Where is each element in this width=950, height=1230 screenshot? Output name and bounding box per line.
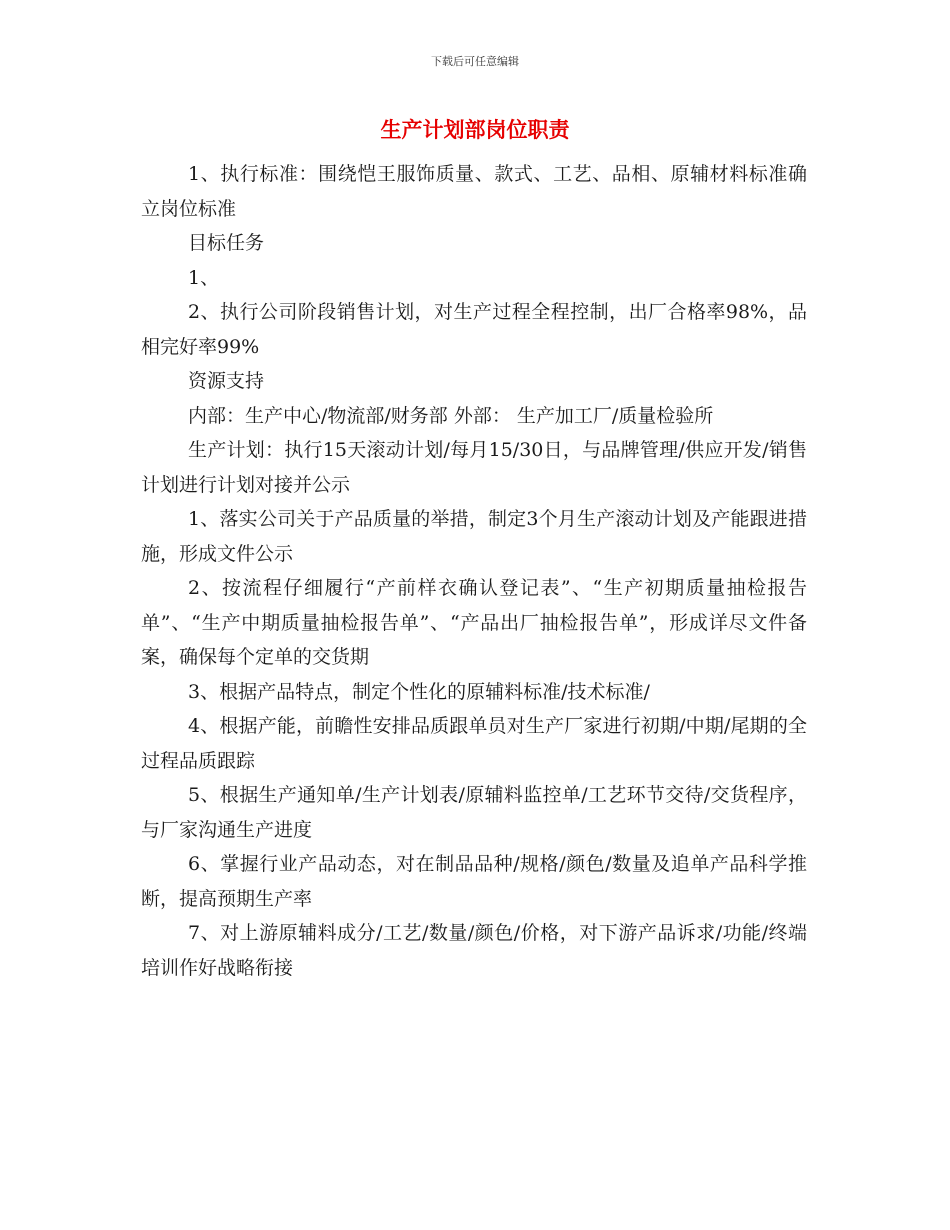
- paragraph-goal-1: 1、: [188, 266, 220, 289]
- paragraph-duty-4: 4、根据产能，前瞻性安排品质跟单员对生产厂家进行初期/中期/尾期的全过程品质跟踪: [141, 715, 807, 772]
- paragraph-duty-6: 6、掌握行业产品动态，对在制品品种/规格/颜色/数量及追单产品科学推断，提高预期生产率: [141, 853, 807, 910]
- paragraph-duty-2: 2、按流程仔细履行“产前样衣确认登记表”、“生产初期质量抽检报告单”、“生产中期质量抽检报告单”、“产品出厂抽检报告单”，形成详尽文件备案，确保每个定单的交货期: [141, 577, 807, 668]
- paragraph-duty-1: 1、落实公司关于产品质量的举措，制定3个月生产滚动计划及产能跟进措施，形成文件公示: [141, 508, 807, 565]
- paragraph-goal-2: 2、执行公司阶段销售计划，对生产过程全程控制，出厂合格率98%，品相完好率99%: [141, 301, 807, 358]
- paragraph-production-plan: 生产计划：执行15天滚动计划/每月15/30日，与品牌管理/供应开发/销售计划进行计划对接并公示: [141, 439, 807, 496]
- paragraph-duty-5: 5、根据生产通知单/生产计划表/原辅料监控单/工艺环节交待/交货程序，与厂家沟通生产进度: [141, 784, 807, 841]
- document-title: 生产计划部岗位职责: [380, 118, 570, 142]
- paragraph-duty-7: 7、对上游原辅料成分/工艺/数量/颜色/价格，对下游产品诉求/功能/终端培训作好战略衔接: [141, 922, 807, 979]
- document-body: [141, 157, 807, 985]
- header-note: 下载后可任意编辑: [431, 55, 519, 68]
- paragraph-standard: 1、执行标准：围绕恺王服饰质量、款式、工艺、品相、原辅材料标准确立岗位标准: [141, 163, 807, 220]
- paragraph-resources-heading: 资源支持: [188, 370, 265, 392]
- paragraph-goals-heading: 目标任务: [188, 232, 265, 254]
- paragraph-duty-3: 3、根据产品特点，制定个性化的原辅料标准/技术标准/: [188, 680, 650, 703]
- paragraph-resources: 内部：生产中心/物流部/财务部 外部： 生产加工厂/质量检验所: [188, 404, 714, 427]
